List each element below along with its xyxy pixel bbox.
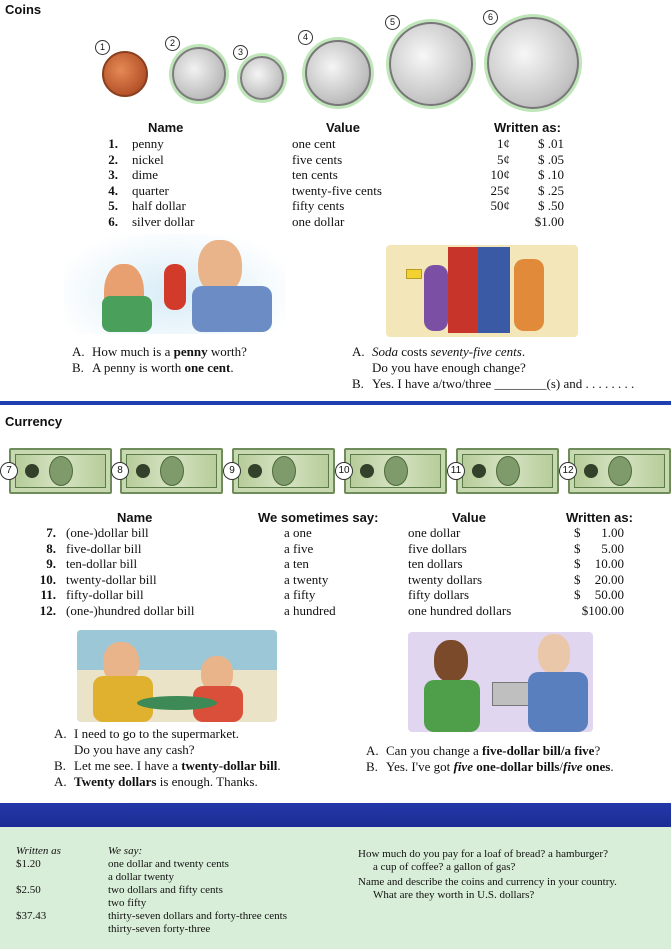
coins-dialog-left: [72, 344, 247, 376]
coin-row-name: half dollar: [132, 198, 186, 214]
currency-row-number: 8.: [46, 540, 56, 556]
coin-row-name: dime: [132, 167, 158, 183]
currency-dialog-right-line-a: A. Can you change a five-dollar bill/a five?: [366, 743, 601, 758]
coins-header-name: Name: [148, 120, 184, 135]
half-dollar-coin-image: [389, 22, 473, 106]
coins-dialog-right-line-a: A. Soda costs seventy-five cents.: [352, 344, 526, 359]
currency-row-amount: 1.00: [601, 525, 624, 540]
currency-dialog-right: [366, 743, 614, 775]
bottom-question-line: Name and describe the coins and currency in your country.: [358, 876, 617, 888]
currency-row-name: (one-)hundred dollar bill: [66, 603, 195, 618]
currency-row-symbol: $: [574, 556, 581, 572]
coin-row-name: silver dollar: [132, 214, 195, 229]
coin-row-dollars: $1.00: [534, 214, 564, 229]
currency-row-name: five-dollar bill: [66, 540, 142, 556]
coin-number-5: 5: [385, 15, 400, 30]
section-divider-rule: [0, 401, 671, 405]
currency-row-name: fifty-dollar bill: [66, 587, 144, 603]
currency-row-say: a ten: [284, 556, 309, 572]
coin-row-value: one dollar: [292, 214, 345, 229]
coin-row-dollars: $ .01: [538, 136, 564, 151]
bill-number-10: 10: [335, 462, 353, 480]
coins-dialog-left-line-b: B. A penny is worth one cent.: [72, 360, 234, 375]
quarter-coin-image: [305, 40, 371, 106]
coin-row-cents: 25¢: [490, 182, 510, 198]
coin-row-value: fifty cents: [292, 198, 345, 214]
currency-dialog-left-line-a: A. I need to go to the supermarket.: [54, 726, 239, 741]
currency-row-amount: $100.00: [581, 603, 624, 618]
five-dollar-bill-image: [120, 448, 223, 494]
twenty-dollar-bill-image: [344, 448, 447, 494]
currency-dialog-left-line-b: B. Let me see. I have a twenty-dollar bill.: [54, 758, 281, 773]
coin-row-dollars: $ .50: [538, 198, 564, 214]
coin-row-value: one cent: [292, 136, 336, 151]
currency-row-value: one dollar: [408, 525, 461, 540]
currency-row-name: (one-)dollar bill: [66, 525, 149, 540]
currency-row-value: ten dollars: [408, 556, 463, 572]
currency-row-number: 10.: [39, 571, 56, 587]
coin-row-name: nickel: [132, 151, 164, 167]
bottom-question-line: What are they worth in U.S. dollars?: [373, 889, 535, 901]
currency-row-value: twenty dollars: [408, 571, 483, 587]
currency-header-name: Name: [117, 510, 153, 525]
bill-number-12: 12: [559, 462, 577, 480]
coin-row-number: 4.: [108, 182, 118, 198]
bill-number-11: 11: [447, 462, 465, 480]
example-say: two dollars and fifty cents: [108, 884, 223, 896]
bill-number-7: 7: [0, 462, 18, 480]
coin-row-number: 2.: [108, 151, 118, 167]
currency-row-symbol: $: [574, 525, 581, 540]
currency-row-value: fifty dollars: [408, 587, 470, 603]
vending-machine-scene-image: [386, 245, 578, 337]
penny-coin-image: [102, 51, 148, 97]
coin-row-dollars: $ .10: [538, 167, 564, 183]
example-say-short: a dollar twenty: [108, 871, 174, 883]
coin-row-cents: 1¢: [497, 136, 510, 151]
coin-row-value: five cents: [292, 151, 343, 167]
currency-row-symbol: $: [574, 571, 581, 587]
currency-row-name: twenty-dollar bill: [66, 571, 157, 587]
currency-row-say: a twenty: [284, 571, 329, 587]
coin-row-number: 1.: [108, 136, 118, 151]
currency-header-value: Value: [452, 510, 486, 525]
currency-header-written: Written as:: [566, 510, 633, 525]
bottom-written-header: Written as: [16, 845, 61, 857]
currency-row-number: 7.: [46, 525, 56, 540]
currency-row-number: 12.: [39, 603, 56, 618]
currency-row-symbol: $: [574, 540, 581, 556]
silver-dollar-coin-image: [487, 17, 579, 109]
coin-row-cents: 10¢: [490, 167, 510, 183]
coin-number-2: 2: [165, 36, 180, 51]
bill-number-9: 9: [223, 462, 241, 480]
coin-number-1: 1: [95, 40, 110, 55]
coin-row-number: 5.: [108, 198, 118, 214]
example-say: thirty-seven dollars and forty-three cents: [108, 910, 287, 922]
coin-row-value: ten cents: [292, 167, 338, 183]
currency-row-amount: 20.00: [594, 571, 624, 587]
bill-number-8: 8: [111, 462, 129, 480]
fifty-dollar-bill-image: [456, 448, 559, 494]
bottom-question-line: a cup of coffee? a gallon of gas?: [373, 861, 516, 873]
coin-row-dollars: $ .05: [538, 151, 564, 167]
example-written: $37.43: [16, 910, 47, 922]
coin-row-number: 3.: [108, 167, 118, 183]
currency-row-value: one hundred dollars: [408, 603, 512, 618]
cash-conversation-scene-image: [77, 630, 277, 722]
coins-dialog-right: [352, 344, 634, 392]
coins-dialog-left-line-a: A. How much is a penny worth?: [72, 344, 247, 359]
currency-dialog-left-line-a2: Do you have any cash?: [74, 742, 195, 757]
coin-row-name: quarter: [132, 182, 169, 198]
example-say: one dollar and twenty cents: [108, 858, 229, 870]
currency-row-amount: 50.00: [594, 587, 624, 603]
currency-header-say: We sometimes say:: [258, 510, 379, 525]
example-say-short: two fifty: [108, 897, 147, 909]
example-written: $2.50: [16, 884, 41, 896]
coin-row-cents: 5¢: [497, 151, 510, 167]
coin-row-cents: 50¢: [490, 198, 510, 214]
currency-section-title: Currency: [5, 414, 63, 429]
coin-row-name: penny: [132, 136, 164, 151]
coin-number-3: 3: [233, 45, 248, 60]
currency-row-say: a five: [284, 540, 314, 556]
currency-row-say: a one: [284, 525, 312, 540]
coins-header-value: Value: [326, 120, 360, 135]
currency-dialog-right-line-b: B. Yes. I've got five one-dollar bills/five ones.: [366, 759, 614, 774]
bottom-question-line: How much do you pay for a loaf of bread? a hamburger?: [358, 848, 608, 860]
one-dollar-bill-image: [9, 448, 112, 494]
currency-dialog-left-line-c: A. Twenty dollars is enough. Thanks.: [54, 774, 258, 789]
dime-coin-image: [240, 56, 284, 100]
currency-row-say: a fifty: [284, 587, 316, 603]
coins-dialog-right-line-a2: Do you have enough change?: [372, 360, 526, 375]
nickel-coin-image: [172, 47, 226, 101]
coins-section-title: Coins: [5, 2, 42, 17]
currency-dialog-left: [54, 726, 281, 790]
currency-row-say: a hundred: [284, 603, 336, 618]
currency-row-number: 11.: [40, 587, 56, 603]
coins-dialog-right-line-b: B. Yes. I have a/two/three ________(s) and . . . . . . . .: [352, 376, 635, 391]
currency-row-symbol: $: [574, 587, 581, 603]
coin-row-number: 6.: [108, 214, 118, 229]
bottom-say-header: We say:: [108, 845, 143, 857]
coin-number-4: 4: [298, 30, 313, 45]
currency-row-amount: 5.00: [601, 540, 624, 556]
example-say-short: thirty-seven forty-three: [108, 923, 211, 935]
coin-number-6: 6: [483, 10, 498, 25]
bottom-box-top-band: [0, 803, 671, 829]
currency-row-name: ten-dollar bill: [66, 556, 138, 572]
making-change-scene-image: [408, 632, 593, 732]
currency-row-amount: 10.00: [594, 556, 624, 572]
currency-row-number: 9.: [46, 556, 56, 572]
coin-machine-scene-image: [64, 234, 286, 334]
coin-row-value: twenty-five cents: [292, 182, 382, 198]
ten-dollar-bill-image: [232, 448, 335, 494]
hundred-dollar-bill-image: [568, 448, 671, 494]
coins-header-written: Written as:: [494, 120, 561, 135]
example-written: $1.20: [16, 858, 41, 870]
coin-row-dollars: $ .25: [538, 182, 564, 198]
currency-row-value: five dollars: [408, 540, 467, 556]
